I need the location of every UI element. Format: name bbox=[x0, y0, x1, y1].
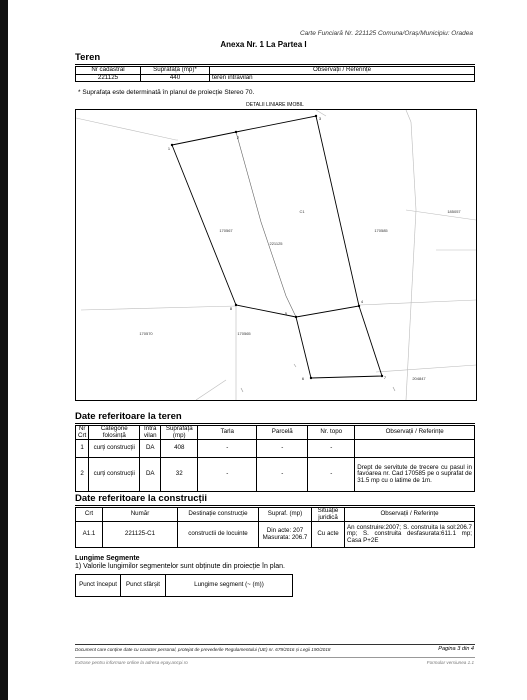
vertex-point bbox=[310, 377, 312, 379]
point-label: 3 bbox=[319, 117, 321, 121]
point-label: 8 bbox=[230, 307, 232, 311]
neighbour-lines bbox=[76, 110, 476, 400]
col-tarla: Tarla bbox=[198, 426, 257, 440]
left-parcel-label: 170567 bbox=[219, 228, 233, 233]
col-punct-sfarsit: Punct sfârșit bbox=[121, 575, 166, 597]
vertex-point bbox=[358, 305, 360, 307]
col-intravilan: Intra vilan bbox=[140, 426, 161, 440]
parcel-boundary-west bbox=[172, 145, 296, 317]
footer-divider-2 bbox=[75, 657, 475, 658]
supraf-masurata: Masurata: 206.7 bbox=[262, 533, 308, 541]
intravilan-cell: DA bbox=[140, 458, 161, 492]
building-label: C1 bbox=[299, 209, 305, 214]
suprafata-cell: 408 bbox=[161, 440, 198, 458]
col-lungime: Lungime segment (~ (m)) bbox=[166, 575, 293, 597]
supraf-cell bbox=[259, 522, 312, 548]
date-constructii-divider bbox=[75, 505, 475, 506]
col-observatii: Observații / Referințe bbox=[345, 508, 475, 522]
point-label: 7 bbox=[384, 376, 386, 380]
crt-cell: 2 bbox=[76, 458, 89, 492]
date-teren-title: Date referitoare la teren bbox=[75, 411, 182, 422]
col-observatii: Observații / Referințe bbox=[355, 426, 475, 440]
parcel-map bbox=[75, 109, 477, 401]
observatii-value: teren intravilan bbox=[210, 74, 475, 82]
page-number: Pagina 3 din 4 bbox=[438, 646, 474, 652]
point-label: 6 bbox=[302, 377, 304, 381]
tarla-cell: - bbox=[198, 458, 257, 492]
segmente-table bbox=[75, 574, 293, 597]
nr-topo-cell: - bbox=[308, 440, 355, 458]
segmente-title: Lungime Segmente bbox=[75, 555, 140, 562]
far-right-parcel-label: 185057 bbox=[447, 209, 461, 214]
vertex-labels bbox=[168, 117, 386, 381]
extras-link-note: Extrase pentru informare online la adresa epay.ancpi.ro bbox=[75, 660, 188, 665]
intravilan-cell: DA bbox=[140, 440, 161, 458]
form-version: Formular versiunea 1.1 bbox=[426, 660, 474, 665]
lower-left-parcel-label: 170570 bbox=[139, 331, 153, 336]
crt-cell: A1.1 bbox=[76, 522, 103, 548]
vertex-point bbox=[381, 375, 383, 377]
observatii-cell: An construire:2007; S. construita la sol:206.7 mp; S. construita desfasurata:611.1 mp; Casa P+2E bbox=[345, 522, 475, 548]
col-supraf: Supraf. (mp) bbox=[259, 508, 312, 522]
col-observatii: Observații / Referințe bbox=[210, 67, 475, 75]
parcela-cell: - bbox=[257, 440, 308, 458]
right-parcel-label: 170585 bbox=[374, 228, 388, 233]
lower-mid-parcel-label: 170565 bbox=[237, 331, 251, 336]
observatii-cell: Drept de servitute de trecere cu pasul in favoarea nr. Cad 170585 pe o suprafat de 31.5 mp cu o latime de 1m. bbox=[355, 458, 475, 492]
crt-cell: 1 bbox=[76, 440, 89, 458]
point-label: 1 bbox=[168, 147, 170, 151]
table-row bbox=[76, 440, 475, 458]
col-categorie: Categorie folosință bbox=[89, 426, 140, 440]
col-parcela: Parcelă bbox=[257, 426, 308, 440]
parcel-labels bbox=[139, 209, 461, 381]
supraf-acte: Din acte: 207 bbox=[266, 527, 304, 534]
teren-section-title: Teren bbox=[75, 52, 101, 63]
date-teren-table bbox=[75, 425, 475, 492]
col-nr-crt: Nr Crt bbox=[76, 426, 89, 440]
date-constructii-table bbox=[75, 507, 475, 548]
vertex-points bbox=[171, 115, 383, 379]
footer-divider bbox=[75, 644, 475, 645]
table-row bbox=[76, 522, 475, 548]
col-crt: Crt bbox=[76, 508, 103, 522]
tarla-cell: - bbox=[198, 440, 257, 458]
bottom-right-parcel-label: 204847 bbox=[412, 376, 426, 381]
categorie-cell: curți construcții bbox=[89, 458, 140, 492]
col-punct-inceput: Punct început bbox=[76, 575, 121, 597]
vertex-point bbox=[295, 316, 297, 318]
point-label: 5 bbox=[285, 312, 287, 316]
col-situatie: Situație juridică bbox=[312, 508, 345, 522]
situatie-cell: Cu acte bbox=[312, 522, 345, 548]
col-nr-topo: Nr. topo bbox=[308, 426, 355, 440]
numar-cell: 221125-C1 bbox=[103, 522, 178, 548]
col-numar: Număr bbox=[103, 508, 178, 522]
stereo-note: * Suprafața este determinată în planul de proiecție Stereo 70. bbox=[78, 89, 255, 96]
vertex-point bbox=[235, 131, 237, 133]
suprafata-cell: 32 bbox=[161, 458, 198, 492]
point-label: 2 bbox=[237, 136, 239, 140]
teren-table bbox=[75, 66, 475, 82]
col-destinatie: Destinație construcție bbox=[178, 508, 259, 522]
categorie-cell: curți construcții bbox=[89, 440, 140, 458]
nr-topo-cell: - bbox=[308, 458, 355, 492]
vertex-point bbox=[171, 144, 173, 146]
carte-funciara-header: Carte Funciară Nr. 221125 Comuna/Oraș/Municipiu: Oradea bbox=[299, 30, 473, 37]
nr-cadastral-value: 221125 bbox=[76, 74, 141, 82]
date-constructii-title: Date referitoare la construcții bbox=[75, 493, 207, 504]
date-teren-divider bbox=[75, 423, 475, 424]
col-nr-cadastral: Nr cadastral bbox=[76, 67, 141, 75]
col-suprafata: Suprafața (mp) bbox=[161, 426, 198, 440]
vertex-point bbox=[315, 115, 317, 117]
map-caption: DETALII LINIARE IMOBIL bbox=[246, 102, 304, 108]
personal-data-note: Document care conține date cu caracter personal, protejat de prevederile Regulamentului (UE) nr. 679/2016 și Legii 190/2018 bbox=[75, 647, 331, 652]
point-label: 4 bbox=[361, 300, 363, 304]
segmente-subtitle: 1) Valorile lungimilor segmentelor sunt obținute din proiecție în plan. bbox=[75, 563, 285, 570]
main-parcel-label: 221125 bbox=[269, 241, 283, 246]
annex-title: Anexa Nr. 1 La Partea I bbox=[220, 40, 307, 49]
building-edge bbox=[236, 132, 296, 317]
teren-divider bbox=[75, 64, 475, 65]
vertex-point bbox=[235, 304, 237, 306]
suprafata-value: 440 bbox=[141, 74, 210, 82]
parcela-cell: - bbox=[257, 458, 308, 492]
parcel-boundary bbox=[172, 116, 382, 378]
col-suprafata: Suprafața (mp)* bbox=[141, 67, 210, 75]
observatii-cell bbox=[355, 440, 475, 458]
table-row bbox=[76, 458, 475, 492]
scan-border bbox=[0, 0, 8, 700]
destinatie-cell: constructii de locuinte bbox=[178, 522, 259, 548]
